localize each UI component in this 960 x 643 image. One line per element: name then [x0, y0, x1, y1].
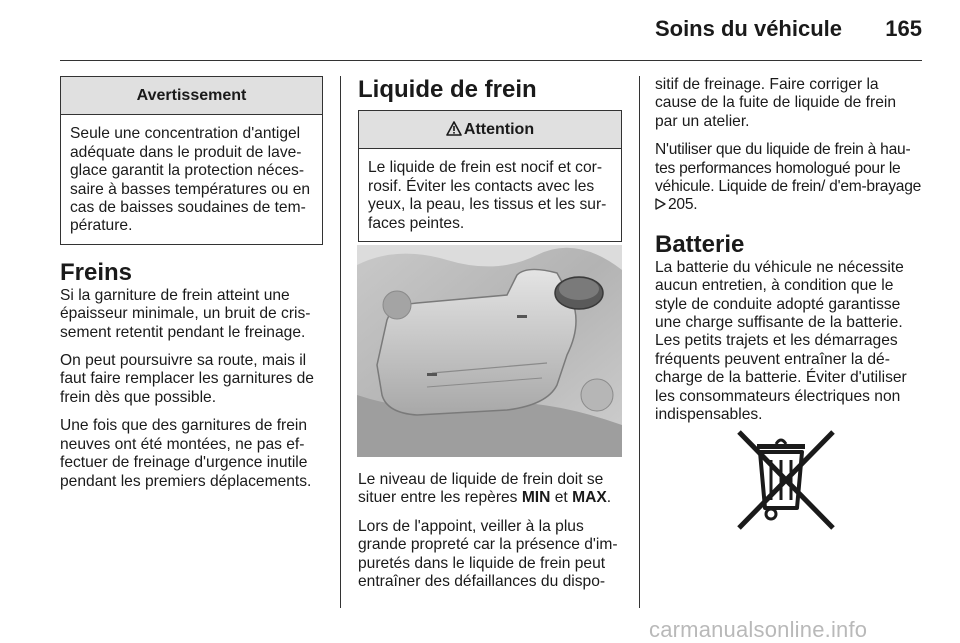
paragraph: Lors de l'appoint, veiller à la plus grande propreté car la présence d'im-puretés dans le liquide de frein peut entraîner des défaillances du dispo-	[358, 517, 618, 591]
warning-triangle-icon	[446, 121, 462, 136]
paragraph: Une fois que des garnitures de frein neuves ont été montées, ne pas ef-fectuer de freinage d'urgence inutile pendant les premiers déplacements.	[60, 417, 312, 490]
paragraph: sitif de freinage. Faire corriger la cause de la fuite de liquide de frein par un atelier.	[655, 76, 897, 130]
attention-box-heading	[359, 111, 621, 149]
paragraph-fluid-reference: N'utiliser que du liquide de frein à hau-tes performances homologué pour le véhicule. Liquide de frein/ d'em-brayage 205.	[655, 141, 922, 214]
column-1	[60, 76, 323, 501]
warning-box-heading: Avertissement	[61, 77, 322, 115]
paragraph: La batterie du véhicule ne nécessite aucun entretien, à condition que le style de conduite adopté garantisse une charge suffisante de la batterie. Les petits trajets et les démarrages fréquents peuvent entraîner la dé-charge de la batterie. Éviter d'utiliser les consommateurs électriques non indispensables.	[655, 258, 907, 424]
attention-label: Attention	[463, 121, 535, 138]
column-divider-1	[340, 76, 341, 608]
paragraph: Si la garniture de frein atteint une épaisseur minimale, un bruit de cris-sement retentit pendant le freinage.	[60, 286, 311, 341]
max-marker: MAX	[572, 489, 607, 507]
attention-box-text: Le liquide de frein est nocif et cor-rosif. Éviter les contacts avec les yeux, la peau, les tissus et les sur-faces peintes.	[368, 159, 607, 232]
attention-box	[358, 110, 622, 242]
page-reference[interactable]: 205.	[668, 196, 698, 214]
page-header-title: Soins du véhicule	[654, 16, 842, 41]
column-divider-2	[639, 76, 640, 608]
section-heading-batterie: Batterie	[655, 230, 745, 258]
section-heading-liquide-de-frein: Liquide de frein	[358, 76, 537, 103]
page-reference-arrow-icon	[655, 198, 666, 210]
min-marker: MIN	[521, 489, 551, 507]
paragraph-brake-fluid-level: Le niveau de liquide de frein doit se situer entre les repères MIN et MAX.	[358, 471, 612, 507]
paragraph: On peut poursuivre sa route, mais il faut faire remplacer les garnitures de frein dès que possible.	[60, 352, 314, 406]
page-number: 165	[885, 16, 922, 41]
crossed-out-wheelie-bin-icon	[735, 430, 839, 530]
warning-box	[60, 76, 323, 245]
footer-watermark: carmanualsonline.info	[649, 617, 868, 642]
warning-box-text: Seule une concentration d'antigel adéquate dans le produit de lave-glace garantit la protection néces-saire à basses températures ou en cas de baisses soudaines de tem-pérature.	[70, 125, 311, 235]
section-heading-freins: Freins	[60, 258, 133, 286]
brake-fluid-reservoir-photo	[357, 245, 622, 457]
column-2-lower	[358, 471, 628, 601]
header-divider	[60, 60, 922, 61]
column-3	[655, 76, 922, 435]
column-2	[358, 76, 622, 242]
